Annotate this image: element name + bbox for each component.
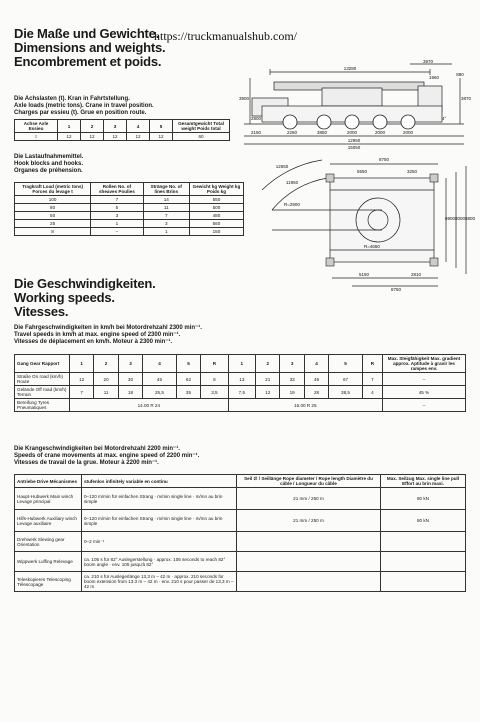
hook-cell: 3 <box>91 212 143 220</box>
speed-cell: 0–120 m/min für einfachen Strang · m/min single line · m/mn au brin simple <box>82 488 237 510</box>
hook-table-row <box>15 220 244 228</box>
hook-table-row <box>15 196 244 204</box>
dim-label: R=2900 <box>284 202 300 207</box>
travel-intro-en: Travel speeds in km/h at max. engine speed of 2300 min⁻¹. <box>14 332 181 338</box>
hook-table-row <box>15 228 244 236</box>
speed-cell: 35 <box>176 386 200 399</box>
gear-cell: 1 <box>70 355 94 373</box>
hook-cell: 14 <box>143 196 189 204</box>
travel-speed-table <box>14 354 466 412</box>
dim-label: 1960 <box>428 75 440 80</box>
hook-cell: 3 <box>143 220 189 228</box>
dimensions-title-de: Die Maße und Gewichte. <box>14 26 160 41</box>
gear-cell: R <box>362 355 382 373</box>
speed-cell: 49 <box>304 373 328 386</box>
gradient-header: Max. Steigfähigkeit Max. gradient approx. Aptitude à gravir les rampes env. <box>383 355 466 373</box>
hook-cell: 1 <box>143 228 189 236</box>
speed-cell: 7,5 <box>228 386 255 399</box>
axle-header-cell: 1 <box>58 120 81 133</box>
hook-cell: 100 <box>15 196 91 204</box>
crane-intro-fr: Vitesses de travail de la grue. Moteur à 2200 min⁻¹. <box>14 460 159 466</box>
crane-header-cell: Antriebe Drive Mécanismes <box>15 475 82 488</box>
total-weight-value: 60 <box>173 133 230 141</box>
crane-plan-view-drawing <box>232 150 476 292</box>
crane-table-row <box>15 572 466 592</box>
axle-header-cell: 4 <box>127 120 150 133</box>
dim-label: 2000 <box>346 130 358 135</box>
pull-cell <box>381 552 466 572</box>
speed-cell: 21 <box>256 373 280 386</box>
rope-cell <box>237 532 381 552</box>
dim-label: 3970 <box>422 59 434 64</box>
crane-intro-en: Speeds of crane movements at max. engine speed of 2200 min⁻¹. <box>14 453 200 459</box>
dim-label: 880 <box>456 72 464 77</box>
hook-cell: 5 <box>91 204 143 212</box>
dimensions-title <box>14 27 165 69</box>
speeds-title <box>14 277 156 319</box>
travel-table-header <box>15 355 466 373</box>
travel-row-offroad <box>15 386 466 399</box>
drive-cell: Teleskopieren Telescoping Télescopage <box>15 572 82 592</box>
crane-intro-de: Die Krangeschwindigkeiten bei Motordrehzahl 2200 min⁻¹. <box>14 446 180 452</box>
dimensions-title-fr: Encombrement et poids. <box>14 54 162 69</box>
hook-cell: 480 <box>189 212 243 220</box>
rope-cell: 21 mm / 250 m <box>237 488 381 510</box>
gear-cell: 4 <box>304 355 328 373</box>
dim-label: 8800 <box>464 216 476 221</box>
gear-cell: 5 <box>176 355 200 373</box>
speed-cell: 33 <box>280 373 304 386</box>
gear-cell: 4 <box>143 355 177 373</box>
speed-cell: ca. 105 s für 82° Auslegerstellung · approx. 105 seconds to reach 82° boom angle · env. 105 jusqu'à 82° <box>82 552 237 572</box>
speed-cell: 0–120 m/min für einfachen Strang · m/min single line · m/mn au brin simple <box>82 510 237 532</box>
travel-intro-fr: Vitesses de déplacement en km/h. Moteur à 2300 min⁻¹. <box>14 339 173 345</box>
speed-cell: 19 <box>280 386 304 399</box>
hook-cell: 50 <box>15 212 91 220</box>
dim-label: 15050 <box>347 145 361 150</box>
pull-cell <box>381 572 466 592</box>
axle-intro-fr: Charges par essieu (t). Grue en position route. <box>14 110 147 116</box>
dim-label: 5550 <box>356 169 368 174</box>
travel-intro <box>14 325 314 346</box>
speed-cell: 12 <box>70 373 94 386</box>
hook-cell: 550 <box>189 196 243 204</box>
speeds-title-en: Working speeds. <box>14 290 115 305</box>
hook-header-cell: Stränge No. of lines Brins <box>143 183 189 196</box>
crane-table-row <box>15 488 466 510</box>
speed-cell: 20 <box>94 373 118 386</box>
crane-header-cell: Seil ∅ / Seillänge Rope diameter / Rope length Diamètre du câble / Longueur du câble <box>237 475 381 488</box>
dim-label: 3870 <box>460 96 472 101</box>
axle-col-header: Achse Axle Essieu <box>15 120 58 133</box>
crane-header-cell: stufenlos infinitely variable en continu <box>82 475 237 488</box>
dim-label: 2000 <box>402 130 414 135</box>
gear-cell: 2 <box>94 355 118 373</box>
gradient-cell: 45 % <box>383 386 466 399</box>
axle-table-header <box>15 120 230 133</box>
axle-header-cell: 2 <box>81 120 104 133</box>
gear-cell: 2 <box>256 355 280 373</box>
gear-cell: R <box>201 355 228 373</box>
crane-header-cell: Max. Seilzug Max. single line pull Effort au brin maxi. <box>381 475 466 488</box>
rope-cell <box>237 552 381 572</box>
hook-intro-en: Hook blocks and hooks. <box>14 161 84 167</box>
axle-value: 12 <box>150 133 173 141</box>
travel-row-road <box>15 373 466 386</box>
speed-cell: 13 <box>228 373 255 386</box>
axle-row-label: t <box>15 133 58 141</box>
hook-cell: 500 <box>189 204 243 212</box>
dim-label: 2150 <box>250 130 262 135</box>
dim-label: 8000 <box>454 216 466 221</box>
speed-cell: 4 <box>362 386 382 399</box>
speed-cell: 62 <box>176 373 200 386</box>
drive-cell: Drehwerk Slewing gear Orientation <box>15 532 82 552</box>
gradient-cell: – <box>383 373 466 386</box>
crane-table-row <box>15 532 466 552</box>
hook-table-row <box>15 212 244 220</box>
speed-cell: 28 <box>304 386 328 399</box>
hook-intro <box>14 154 229 175</box>
dim-label: 5150 <box>358 272 370 277</box>
speed-cell: 0–2 min⁻¹ <box>82 532 237 552</box>
speed-cell: ca. 210 s für Auslegerlänge 13,3 m – 42 m · approx. 210 seconds for boom extension from 13.3 m – 42 m · env. 210 s pour passer de 13,3 m – 42 m <box>82 572 237 592</box>
speed-cell: 7 <box>362 373 382 386</box>
dim-label: 12950 <box>347 138 361 143</box>
total-weight-header: Gesamtgewicht Total weight Poids total <box>173 120 230 133</box>
crane-side-view-drawing <box>234 58 474 150</box>
pull-cell: 80 kN <box>381 488 466 510</box>
drive-cell: Haupt-Hubwerk Main winch Levage principal <box>15 488 82 510</box>
pull-cell <box>381 532 466 552</box>
gear-cell: 3 <box>280 355 304 373</box>
hook-table-header <box>15 183 244 196</box>
watermark-url: https://truckmanualshub.com/ <box>154 29 297 43</box>
hook-cell: 7 <box>143 212 189 220</box>
dim-label: 3250 <box>406 169 418 174</box>
speeds-title-de: Die Geschwindigkeiten. <box>14 276 156 291</box>
speed-cell: 3,5 <box>201 386 228 399</box>
rope-cell: 21 mm / 250 m <box>237 510 381 532</box>
hook-cell: 150 <box>189 228 243 236</box>
dim-label: R=4650 <box>364 244 380 249</box>
gradient-cell: – <box>383 399 466 412</box>
speed-cell: 11 <box>94 386 118 399</box>
drive-cell: Wippwerk Luffing Relevage <box>15 552 82 572</box>
axle-intro-en: Axle loads (metric tons). Crane in travel position. <box>14 103 154 109</box>
travel-row-tyres <box>15 399 466 412</box>
axle-value: 12 <box>127 133 150 141</box>
drive-cell: Hilfs-Hubwerk Auxiliary winch Levage auxiliaire <box>15 510 82 532</box>
speed-cell: 18 <box>118 386 142 399</box>
speed-cell: 30 <box>118 373 142 386</box>
dim-label: 12650 <box>275 164 289 169</box>
dim-label: 13280 <box>343 66 357 71</box>
dim-label: 6900 <box>444 216 456 221</box>
gear-cell: 5 <box>329 355 363 373</box>
dim-label: 3900 <box>238 96 250 101</box>
hook-intro-fr: Organes de préhension. <box>14 168 83 174</box>
dim-label: 11950 <box>285 180 299 185</box>
dim-label: 2260 <box>286 130 298 135</box>
axle-header-cell: 5 <box>150 120 173 133</box>
tyre-cell: 16.00 R 25 <box>228 399 382 412</box>
speeds-title-fr: Vitesses. <box>14 304 69 319</box>
dim-label: 8750 <box>390 287 402 292</box>
hook-cell: 8 <box>15 228 91 236</box>
dim-label: 2000 <box>374 130 386 135</box>
speed-cell: 7 <box>70 386 94 399</box>
dim-label: 3850 <box>316 130 328 135</box>
dim-label: 4° <box>441 116 447 121</box>
crane-speed-table <box>14 474 466 592</box>
axle-header-cell: 3 <box>104 120 127 133</box>
row-label: Straße On road (km/h) Route <box>15 373 70 386</box>
pull-cell: 80 kN <box>381 510 466 532</box>
speed-cell: 45 <box>143 373 177 386</box>
gear-label: Gang Gear Rapport <box>15 355 70 373</box>
speed-cell: 6 <box>201 373 228 386</box>
axle-value: 12 <box>58 133 81 141</box>
crane-intro <box>14 446 334 467</box>
speed-cell: 67 <box>329 373 363 386</box>
axle-load-table <box>14 119 230 141</box>
row-label: Bereifung Tyres Pneumatiques <box>15 399 70 412</box>
hook-cell: 7 <box>91 196 143 204</box>
hook-cell: 25 <box>15 220 91 228</box>
hook-cell: 80 <box>15 204 91 212</box>
gear-cell: 3 <box>118 355 142 373</box>
crane-table-row <box>15 510 466 532</box>
hook-header-cell: Gewicht kg Weight kg Poids kg <box>189 183 243 196</box>
axle-value: 12 <box>104 133 127 141</box>
axle-intro-de: Die Achslasten (t). Kran in Fahrtstellung. <box>14 96 130 102</box>
hook-header-cell: Tragkraft Load (metric tons) Forces du levage t <box>15 183 91 196</box>
hook-header-cell: Rollen No. of sheaves Poulies <box>91 183 143 196</box>
travel-intro-de: Die Fahrgeschwindigkeiten in km/h bei Motordrehzahl 2300 min⁻¹. <box>14 325 202 331</box>
row-label: Gelände Off road (km/h) Terrain <box>15 386 70 399</box>
speed-cell: 38,5 <box>329 386 363 399</box>
dim-label: 2800 <box>250 116 262 121</box>
crane-table-header <box>15 475 466 488</box>
dimensions-title-en: Dimensions and weights. <box>14 40 166 55</box>
axle-intro <box>14 96 229 117</box>
speed-cell: 25,5 <box>143 386 177 399</box>
dim-label: 2810 <box>410 272 422 277</box>
hook-table-row <box>15 204 244 212</box>
axle-value: 12 <box>81 133 104 141</box>
hook-block-table <box>14 182 244 236</box>
rope-cell <box>237 572 381 592</box>
hook-cell: 560 <box>189 220 243 228</box>
hook-intro-de: Die Lastaufnahmemittel. <box>14 154 84 160</box>
axle-table-row <box>15 133 230 141</box>
gear-cell: 1 <box>228 355 255 373</box>
hook-cell: 1 <box>91 220 143 228</box>
hook-cell: 11 <box>143 204 189 212</box>
tyre-cell: 14.00 R 24 <box>70 399 229 412</box>
speed-cell: 12 <box>256 386 280 399</box>
crane-table-row <box>15 552 466 572</box>
hook-cell: – <box>91 228 143 236</box>
dim-label: 8750 <box>378 157 390 162</box>
